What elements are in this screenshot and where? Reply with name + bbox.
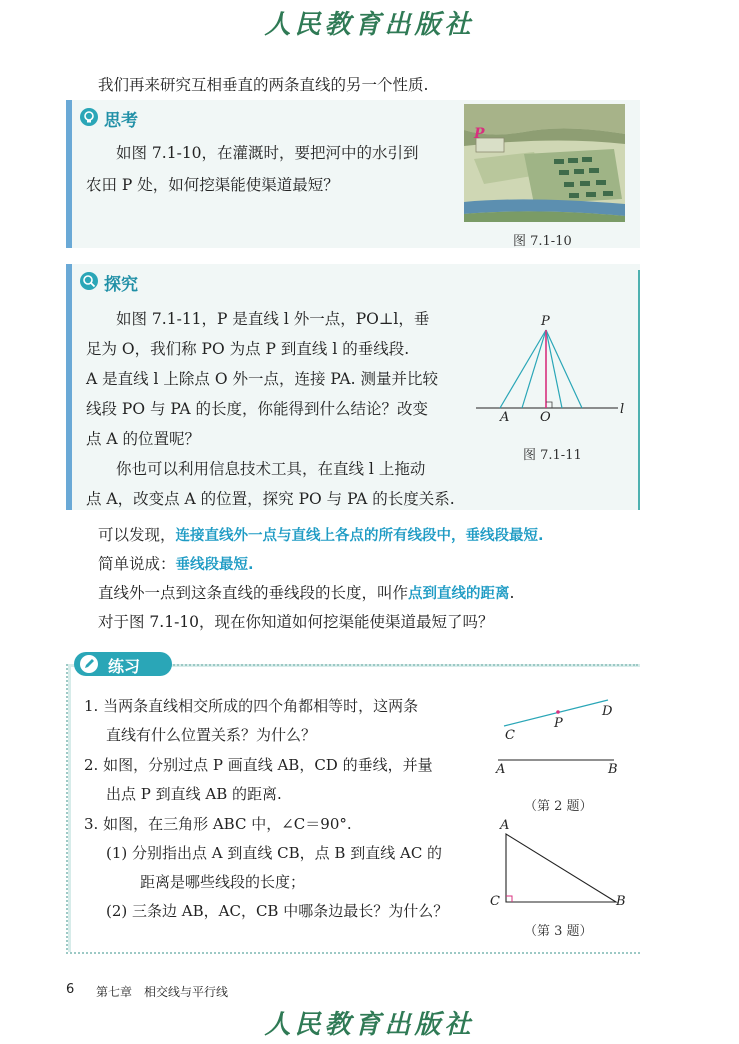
conclusion-line-2 — [98, 549, 254, 580]
conclusion-line-3 — [98, 578, 514, 609]
think-box-bar — [66, 100, 72, 248]
point-o-label: O — [540, 410, 551, 425]
explore-line-4: 线段 PO 与 PA 的长度，你能得到什么结论？改变 — [86, 400, 429, 418]
explore-title: 探究 — [104, 275, 138, 295]
lightbulb-icon — [80, 108, 98, 126]
theorem-highlight: 连接直线外一点与直线上各点的所有线段中，垂线段最短. — [175, 528, 544, 544]
short-theorem-highlight: 垂线段最短. — [175, 557, 254, 573]
exercise-2-caption: （第 2 题） — [524, 799, 593, 814]
right-angle-mark — [546, 402, 552, 408]
page-number: 6 — [66, 982, 75, 997]
conclusion-3-suffix: . — [509, 584, 515, 602]
segment-pa-4 — [546, 330, 582, 408]
publisher-logo: 人民教育出版社 — [264, 10, 475, 40]
exercise-item-2-line-2: 出点 P 到直线 AB 的距离. — [106, 785, 282, 803]
fig2-a-label: A — [496, 762, 506, 777]
perpendicular-segment-figure — [470, 310, 630, 425]
segment-pa-3 — [546, 330, 562, 408]
publisher-logo-footer: 人民教育出版社 — [264, 1010, 475, 1040]
fig3-a-label: A — [500, 818, 510, 833]
pencil-icon — [80, 655, 98, 673]
field-p-label: P — [474, 126, 485, 142]
distance-definition-highlight: 点到直线的距离 — [408, 586, 510, 602]
intro-text: 我们再来研究互相垂直的两条直线的另一个性质. — [98, 76, 429, 94]
conclusion-line-1 — [98, 520, 544, 551]
exercise-item-3-sub-1: (1) 分别指出点 A 到直线 CB，点 B 到直线 AC 的 — [106, 844, 443, 862]
explore-line-1: 如图 7.1-11，P 是直线 l 外一点，PO⊥l，垂 — [116, 310, 430, 328]
irrigation-illustration — [464, 104, 625, 222]
exercise-item-3-sub-2: (2) 三条边 AB，AC，CB 中哪条边最长？为什么？ — [106, 902, 449, 920]
exercise-item-3-line-1: 3. 如图，在三角形 ABC 中，∠C＝90°. — [84, 815, 352, 833]
point-a-label: A — [500, 410, 510, 425]
figure-7-1-10-caption: 图 7.1-10 — [513, 234, 572, 249]
exercise-top-rule — [170, 664, 638, 666]
right-angle-c — [506, 896, 512, 902]
explore-line-5: 点 A 的位置呢？ — [86, 430, 201, 448]
fig2-d-label: D — [602, 704, 613, 719]
explore-line-3: A 是直线 l 上除点 O 外一点，连接 PA. 测量并比较 — [86, 370, 438, 388]
exercise-3-triangle — [498, 826, 628, 910]
chapter-title: 第七章 相交线与平行线 — [96, 985, 229, 999]
conclusion-3-prefix: 直线外一点到这条直线的垂线段的长度，叫作 — [98, 584, 409, 602]
explore-box-bar — [66, 264, 72, 510]
conclusion-2-prefix: 简单说成： — [98, 555, 176, 573]
explore-line-2: 足为 O，我们称 PO 为点 P 到直线 l 的垂线段. — [86, 340, 410, 358]
segment-pa-2 — [522, 330, 546, 408]
exercise-item-1-line-1: 1. 当两条直线相交所成的四个角都相等时，这两条 — [84, 697, 419, 715]
think-line-2: 农田 P 处，如何挖渠能使渠道最短？ — [86, 176, 339, 194]
exercise-3-caption: （第 3 题） — [524, 924, 593, 939]
explore-box-right-rule — [638, 270, 640, 510]
fig2-b-label: B — [608, 762, 618, 777]
fig2-c-label: C — [505, 728, 515, 743]
exercise-item-2-line-1: 2. 如图，分别过点 P 画直线 AB，CD 的垂线，并量 — [84, 756, 433, 774]
fig3-b-label: B — [616, 894, 626, 909]
figure-7-1-11-caption: 图 7.1-11 — [523, 448, 582, 463]
exercise-item-1-line-2: 直线有什么位置关系？为什么？ — [106, 726, 317, 744]
fig2-p-label: P — [554, 716, 563, 731]
triangle-abc — [506, 834, 616, 902]
magnifier-icon — [80, 272, 98, 290]
think-title: 思考 — [104, 111, 138, 131]
line-l-label: l — [620, 402, 625, 417]
explore-line-7: 点 A，改变点 A 的位置，探究 PO 与 PA 的长度关系. — [86, 490, 455, 508]
fig3-c-label: C — [490, 894, 500, 909]
conclusion-1-prefix: 可以发现， — [98, 526, 176, 544]
exercise-title: 练习 — [108, 657, 141, 676]
point-p-label: P — [541, 314, 550, 329]
explore-line-6: 你也可以利用信息技术工具，在直线 l 上拖动 — [116, 460, 426, 478]
exercise-item-3-sub-1-line-2: 距离是哪些线段的长度； — [140, 873, 306, 891]
segment-pa-1 — [500, 330, 546, 408]
point-p — [556, 710, 560, 714]
conclusion-line-4: 对于图 7.1-10，现在你知道如何挖渠能使渠道最短了吗？ — [98, 613, 494, 631]
think-line-1: 如图 7.1-10，在灌溉时，要把河中的水引到 — [116, 144, 419, 162]
